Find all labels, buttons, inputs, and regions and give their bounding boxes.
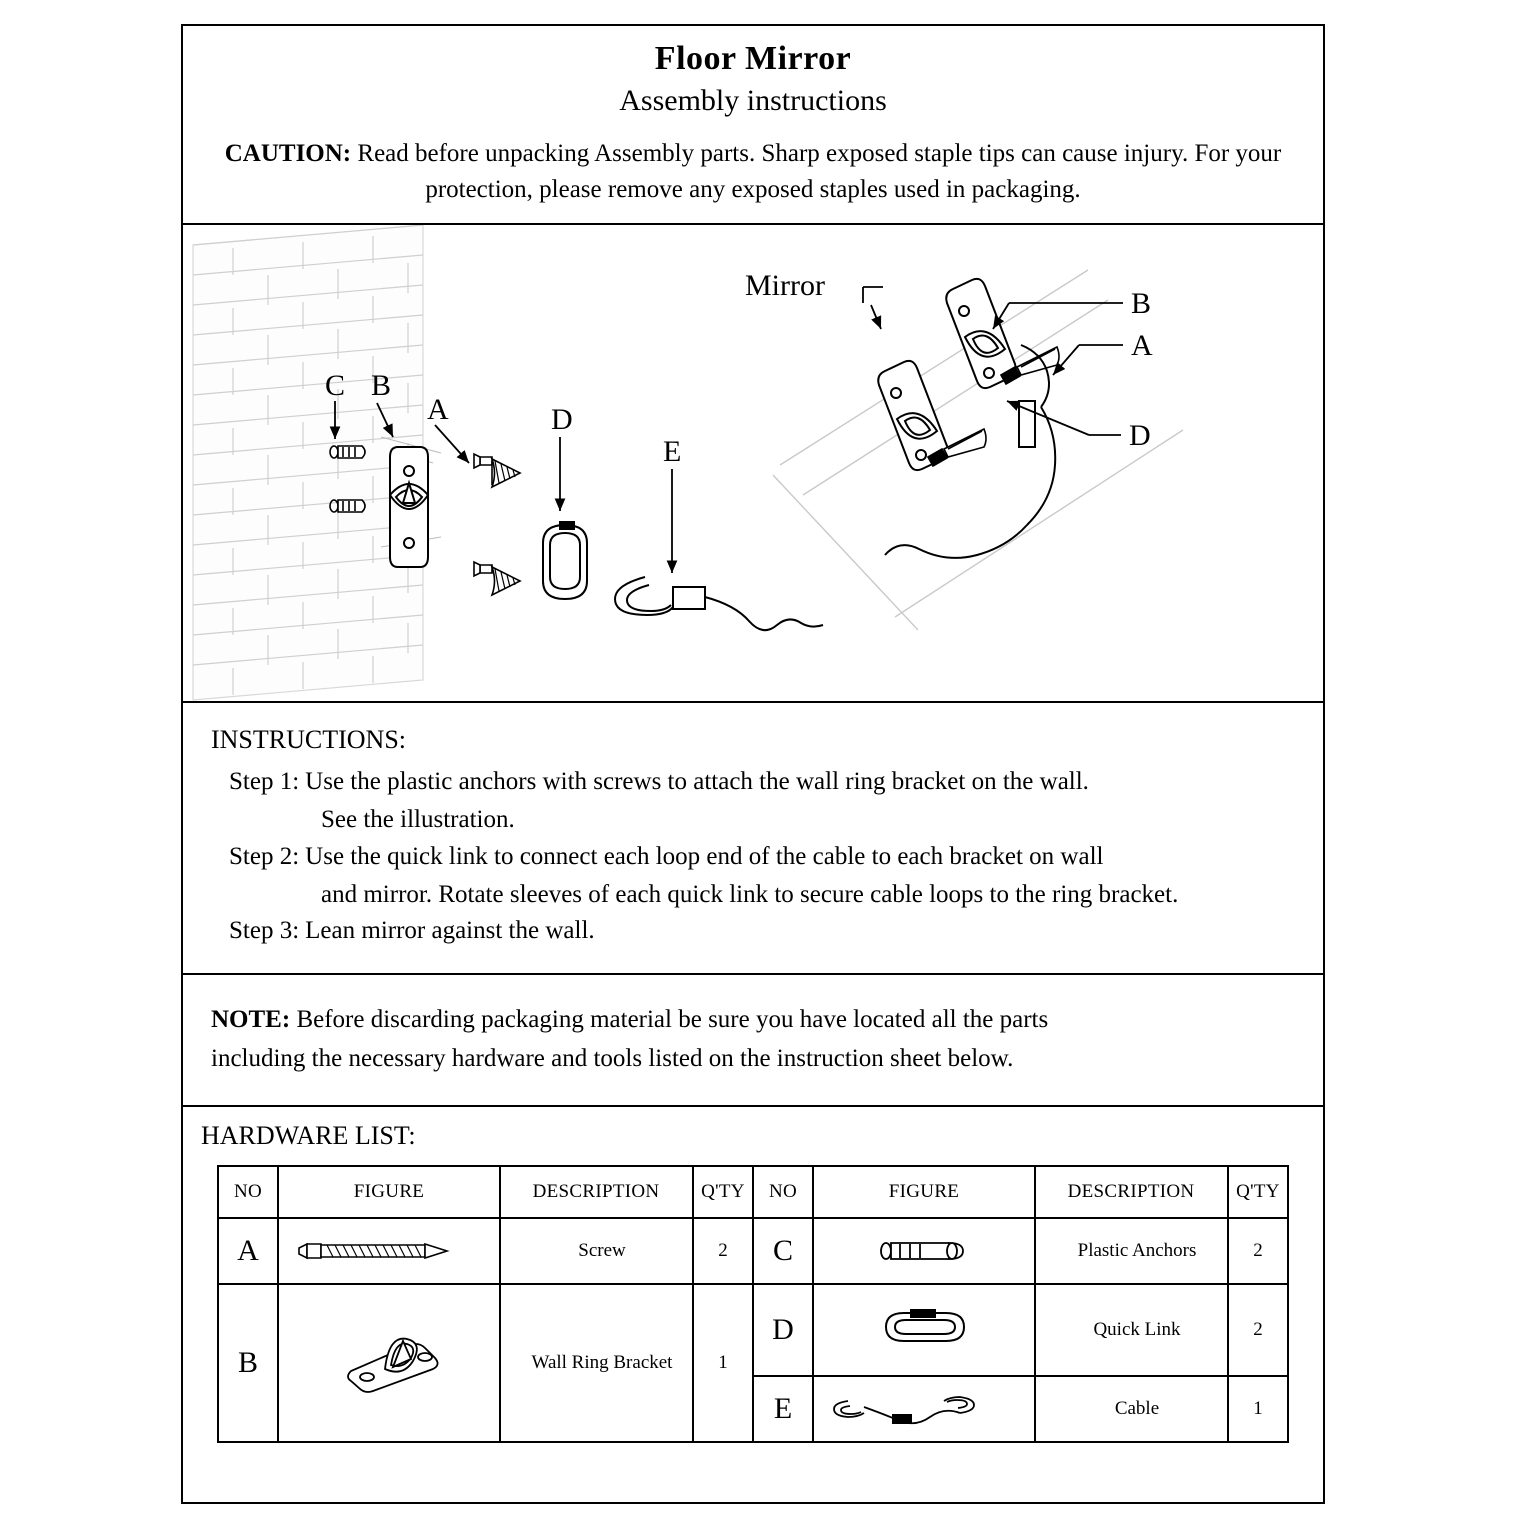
row-no: A xyxy=(218,1218,278,1284)
step-continuation: See the illustration. xyxy=(321,806,515,834)
hardware-table xyxy=(217,1165,1289,1443)
page-title: Floor Mirror xyxy=(654,40,852,77)
label-a-left: A xyxy=(427,392,449,426)
table-header-row xyxy=(218,1166,1288,1218)
row-description: Quick Link xyxy=(1035,1284,1228,1376)
step-continuation: and mirror. Rotate sleeves of each quick link to secure cable loops to the ring bracket. xyxy=(321,880,1179,908)
row-no: E xyxy=(753,1376,813,1442)
instruction-step xyxy=(201,839,1293,875)
caution-label: CAUTION: xyxy=(224,140,352,167)
label-mirror: Mirror xyxy=(745,268,825,302)
cable-icon xyxy=(813,1376,1035,1442)
col-figure-left: FIGURE xyxy=(278,1166,500,1218)
step-label: Step 1: xyxy=(229,768,300,796)
hardware-section xyxy=(183,1107,1323,1437)
diagram-svg xyxy=(183,225,1323,701)
col-figure-right: FIGURE xyxy=(813,1166,1035,1218)
row-description: Plastic Anchors xyxy=(1035,1218,1228,1284)
wall-bracket-left-graphic xyxy=(390,447,428,567)
screw-icon xyxy=(278,1218,500,1284)
step-text: Use the plastic anchors with screws to attach the wall ring bracket on the wall. xyxy=(305,768,1089,796)
row-no: B xyxy=(218,1284,278,1442)
instructions-section xyxy=(183,703,1323,976)
label-c-left: C xyxy=(325,368,346,402)
row-no: D xyxy=(753,1284,813,1376)
wall-bracket-right-graphic xyxy=(878,278,1016,469)
step-label: Step 2: xyxy=(229,842,300,870)
wall-ring-bracket-icon xyxy=(278,1284,500,1442)
quick-link-left-graphic xyxy=(543,521,587,599)
note-line-1: Before discarding packaging material be sure you have located all the parts xyxy=(290,1006,1049,1034)
col-qty-left: Q'TY xyxy=(693,1166,753,1218)
instruction-step xyxy=(201,913,1293,949)
row-description: Cable xyxy=(1035,1376,1228,1442)
note-line-2: including the necessary hardware and tools listed on the instruction sheet below. xyxy=(211,1045,1014,1073)
row-qty: 2 xyxy=(693,1218,753,1284)
table-row xyxy=(218,1284,1288,1376)
label-e-left: E xyxy=(663,434,682,468)
brick-wall-graphic xyxy=(193,225,423,700)
label-d-right: D xyxy=(1129,418,1151,452)
row-qty: 1 xyxy=(1228,1376,1288,1442)
screw-left-graphic xyxy=(474,454,520,595)
col-description-right: DESCRIPTION xyxy=(1035,1166,1228,1218)
instruction-step xyxy=(201,764,1293,800)
instruction-sheet xyxy=(181,24,1325,1504)
assembly-diagram xyxy=(183,225,1323,703)
note-label: NOTE: xyxy=(211,1006,291,1034)
row-qty: 2 xyxy=(1228,1218,1288,1284)
label-a-right: A xyxy=(1131,328,1153,362)
step-text: Use the quick link to connect each loop end of the cable to each bracket on wall xyxy=(305,842,1104,870)
quick-link-icon xyxy=(813,1284,1035,1376)
row-qty: 2 xyxy=(1228,1284,1288,1376)
row-no: C xyxy=(753,1218,813,1284)
hardware-heading: HARDWARE LIST: xyxy=(201,1120,416,1150)
step-text: Lean mirror against the wall. xyxy=(305,917,595,945)
label-b-right: B xyxy=(1131,286,1152,320)
note-section xyxy=(183,975,1323,1107)
row-description: Screw xyxy=(500,1218,693,1284)
col-description-left: DESCRIPTION xyxy=(500,1166,693,1218)
label-d-left: D xyxy=(551,402,573,436)
page-subtitle: Assembly instructions xyxy=(619,84,887,117)
row-description: Wall Ring Bracket xyxy=(500,1284,693,1442)
col-no-right: NO xyxy=(753,1166,813,1218)
caution-text xyxy=(183,118,1323,223)
plastic-anchor-icon xyxy=(813,1218,1035,1284)
table-row xyxy=(218,1218,1288,1284)
step-label: Step 3: xyxy=(229,917,300,945)
header-section xyxy=(183,26,1323,225)
col-qty-right: Q'TY xyxy=(1228,1166,1288,1218)
label-b-left: B xyxy=(371,368,392,402)
col-no-left: NO xyxy=(218,1166,278,1218)
instructions-heading: INSTRUCTIONS: xyxy=(211,724,407,754)
row-qty: 1 xyxy=(693,1284,753,1442)
caution-body: Read before unpacking Assembly parts. Sharp exposed staple tips can cause injury. For your protection, please remove any exposed staples used in packaging. xyxy=(351,140,1282,204)
cable-graphic xyxy=(615,577,823,630)
